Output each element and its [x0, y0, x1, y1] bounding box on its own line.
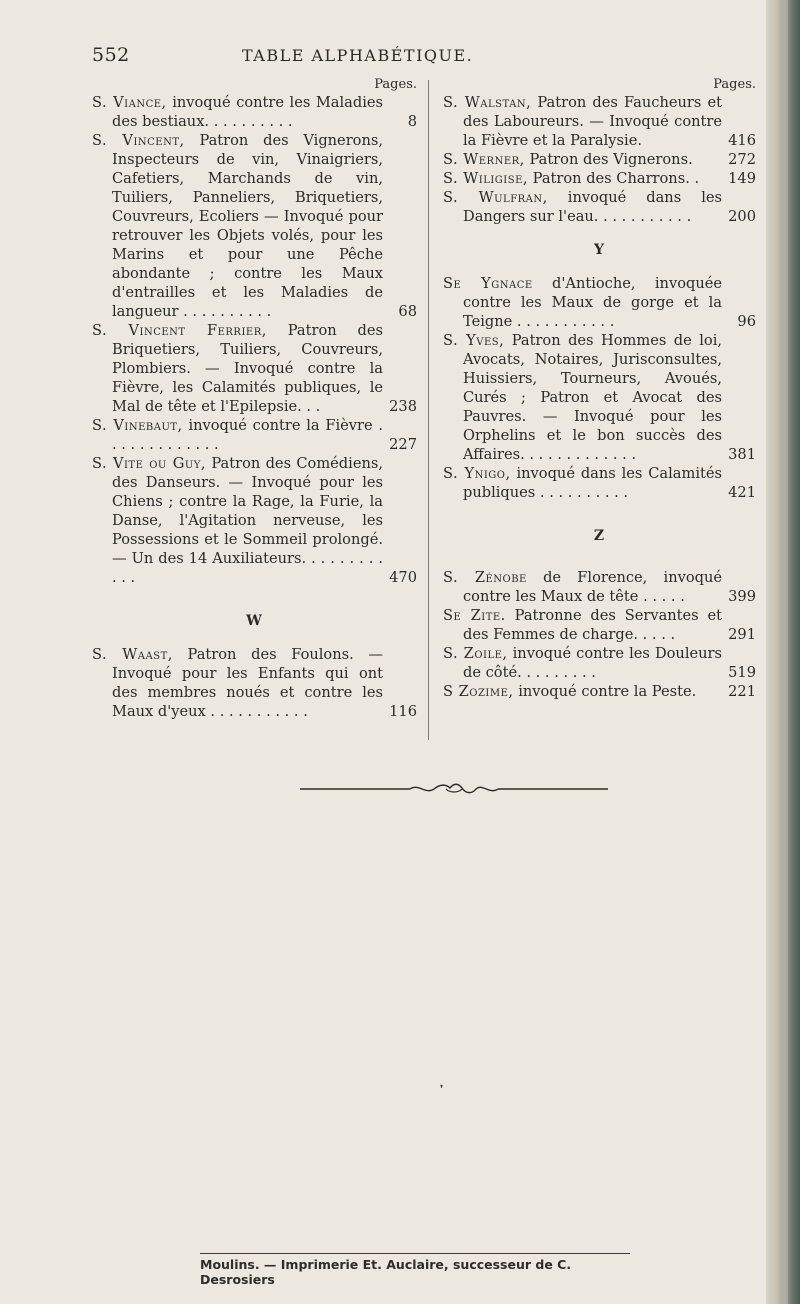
saint-name: S. Yves,: [443, 332, 505, 349]
entry-page-number: 421: [728, 484, 756, 501]
index-entry: [443, 682, 756, 701]
ink-speck: ❜: [440, 1084, 444, 1095]
right-column: [443, 76, 756, 701]
running-title: TABLE ALPHABÉTIQUE.: [242, 46, 474, 65]
saint-name: S. Vite ou Guy,: [92, 455, 207, 472]
index-entry: [92, 416, 417, 454]
saint-name: S. Viance,: [92, 94, 167, 111]
index-entry: [443, 274, 756, 331]
entry-page-number: 96: [737, 313, 756, 330]
entry-page-number: 149: [728, 170, 756, 187]
index-entry: [443, 568, 756, 606]
saint-name: S. Wiligise,: [443, 170, 529, 187]
entry-text: invoqué contre la Fièvre . . . . . . . . . . . . .: [112, 417, 383, 453]
index-entry: [92, 645, 417, 721]
saint-name: S. Zoile,: [443, 645, 508, 662]
entry-page-number: 116: [389, 703, 417, 720]
entry-text: invoqué contre la Peste.: [513, 683, 697, 700]
printer-imprint: Moulins. — Imprimerie Et. Auclaire, successeur de C. Desrosiers: [200, 1253, 630, 1277]
entry-page-number: 221: [728, 683, 756, 700]
index-entry: [443, 93, 756, 150]
section-letter-w: W: [246, 613, 263, 629]
entry-page-number: 519: [728, 664, 756, 681]
entry-page-number: 227: [389, 436, 417, 453]
entry-page-number: 272: [728, 151, 756, 168]
pages-column-label: Pages.: [374, 77, 417, 92]
index-entry: [443, 464, 756, 502]
entry-text: Patron des Comédiens, des Danseurs. — Invoqué pour les Chiens ; contre la Rage, la Furie, la Danse, l'Agitation nerveuse, les Possessions et le Sommeil prolongé. — Un des 14 Auxiliateurs. . . . . . . . . . . .: [112, 455, 383, 586]
saint-name: S. Vincent,: [92, 132, 185, 149]
entry-text: Patron des Faucheurs et des Laboureurs. — Invoqué contre la Fièvre et la Paralysie.: [463, 94, 722, 149]
entry-page-number: 200: [728, 208, 756, 225]
entry-text: invoqué dans les Dangers sur l'eau. . . . . . . . . . .: [463, 189, 722, 225]
saint-name: S. Vinebaut,: [92, 417, 183, 434]
index-entry: [443, 169, 756, 188]
entry-text: Patron des Charrons. .: [528, 170, 700, 187]
entry-text: Patron des Vignerons.: [524, 151, 693, 168]
section-letter-z: Z: [593, 528, 606, 544]
entry-text: Patron des Vignerons, Inspecteurs de vin, Vinaigriers, Cafetiers, Marchands de vin, Tuiliers, Panneliers, Briquetiers, Couvreurs, Ecoliers — Invoqué pour retrouver les Objets volés, pour les Marins et pour une Pêche abondante ; contre les Maux d'entrailles et les Maladies de langueur . . . . . . . . . .: [112, 132, 383, 320]
saint-name: S. Wulfran,: [443, 189, 548, 206]
saint-name: Se Ygnace: [443, 275, 533, 292]
column-divider: [428, 80, 429, 740]
entry-page-number: 8: [407, 113, 417, 130]
entry-text: Patron des Foulons. — Invoqué pour les Enfants qui ont des membres noués et contre les Maux d'yeux . . . . . . . . . . .: [112, 646, 383, 720]
page-number: 552: [92, 44, 130, 66]
index-entry: [92, 93, 417, 131]
entry-page-number: 399: [728, 588, 756, 605]
saint-name: S. Ynigo,: [443, 465, 511, 482]
index-entry: [92, 454, 417, 587]
saint-name: S. Zénobe: [443, 569, 527, 586]
page-edge-shadow: [766, 0, 800, 1304]
index-entry: [443, 606, 756, 644]
saint-name: S. Walstan,: [443, 94, 532, 111]
entry-text: Patron des Briquetiers, Tuiliers, Couvreurs, Plombiers. — Invoqué contre la Fièvre, les Calamités publiques, le Mal de tête et l'Epilepsie. . .: [112, 322, 383, 415]
index-entry: [443, 150, 756, 169]
index-entry: [92, 131, 417, 321]
entry-text: Patron des Hommes de loi, Avocats, Notaires, Jurisconsultes, Huissiers, Tourneurs, Avoués, Curés ; Patron et Avocat des Pauvres. — Invoqué pour les Orphelins et le bon succès des Affaires. . . . . . . . . . . . .: [463, 332, 722, 463]
section-letter-y: Y: [594, 242, 605, 258]
entry-text: invoqué dans les Calamités publiques . . . . . . . . . .: [463, 465, 722, 501]
entry-page-number: 291: [728, 626, 756, 643]
index-entry: [443, 331, 756, 464]
entry-page-number: 68: [398, 303, 417, 320]
entry-text: invoqué contre les Maladies des bestiaux. . . . . . . . . .: [112, 94, 383, 130]
entry-page-number: 416: [728, 132, 756, 149]
entry-text: invoqué contre les Douleurs de côté. . . . . . . . .: [463, 645, 723, 681]
entry-text: Patronne des Servantes et des Femmes de charge. . . . .: [463, 607, 722, 643]
index-entry: [443, 188, 756, 226]
entry-page-number: 381: [728, 446, 756, 463]
page-header: [92, 44, 752, 68]
left-column: [92, 76, 417, 721]
entry-text: d'Antioche, invoquée contre les Maux de gorge et la Teigne . . . . . . . . . . .: [463, 275, 722, 330]
saint-name: Se Zite.: [443, 607, 506, 624]
index-entry: [443, 644, 756, 682]
entry-text: de Florence, invoqué contre les Maux de tête . . . . .: [463, 569, 722, 605]
pages-column-label: Pages.: [713, 77, 756, 92]
saint-name: S. Waast,: [92, 646, 173, 663]
saint-name: S. Vincent Ferrier,: [92, 322, 267, 339]
saint-name: S Zozime,: [443, 683, 514, 700]
decorative-rule-ornament: [300, 782, 608, 796]
entry-page-number: 470: [389, 569, 417, 586]
index-entry: [92, 321, 417, 416]
entry-page-number: 238: [389, 398, 417, 415]
saint-name: S. Werner,: [443, 151, 525, 168]
